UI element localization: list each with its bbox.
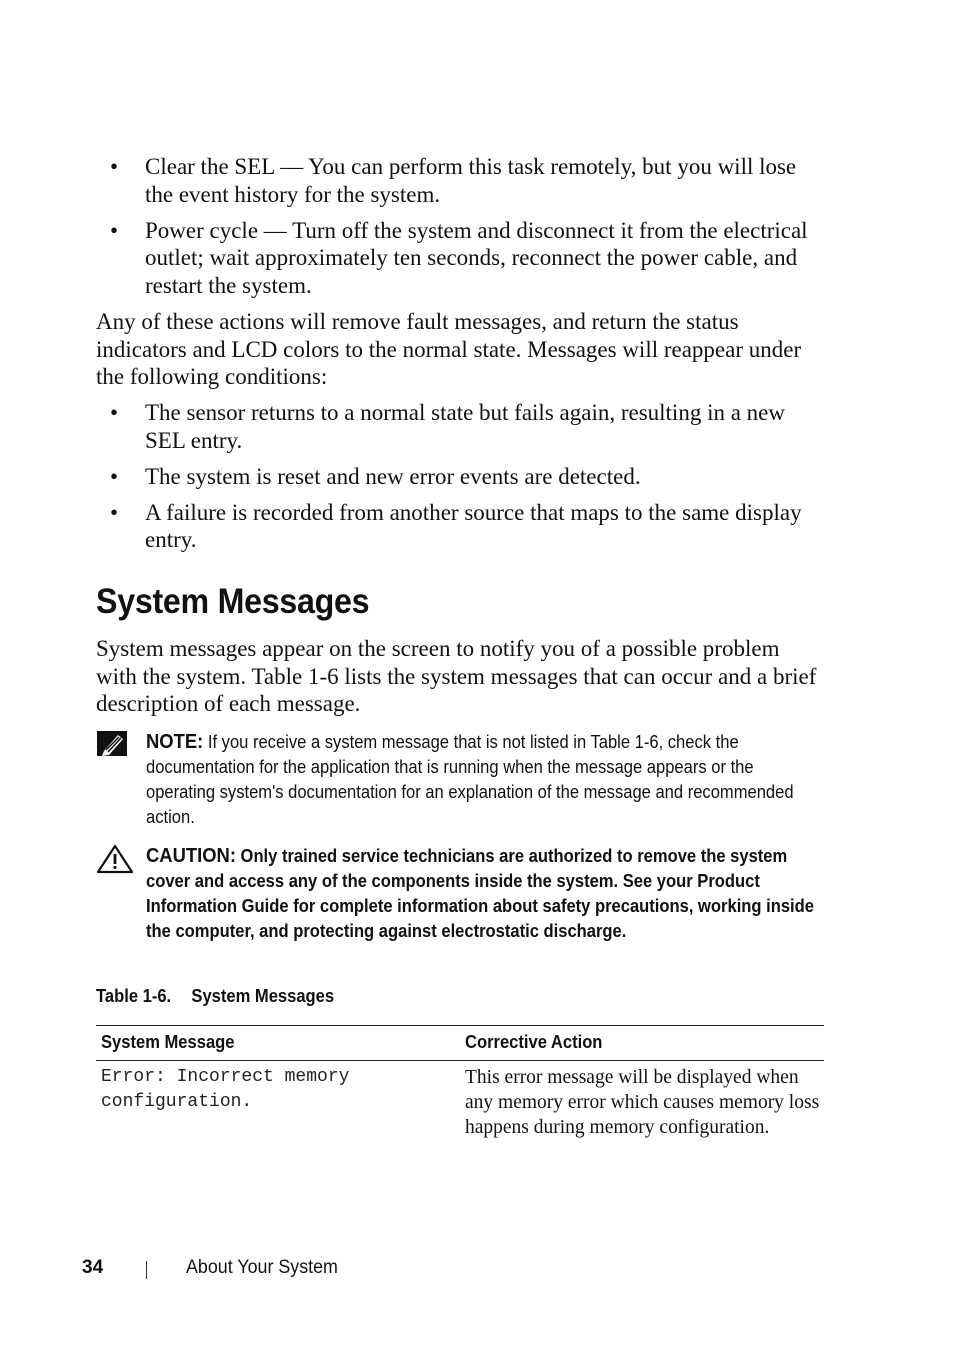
bullet-text: Clear the SEL — You can perform this task remotely, but you will lose the event history for the system. (145, 154, 797, 207)
bullet-text: The system is reset and new error events are detected. (145, 463, 641, 489)
caution-label: CAUTION: (146, 845, 236, 867)
bullet-item-reset (96, 463, 824, 491)
paragraph-system-messages: System messages appear on the screen to notify you of a possible problem with the system. Table 1-6 lists the system messages that can occur and a brief description of each message. (96, 636, 817, 716)
warning-triangle-icon (96, 844, 134, 879)
bullet-glyph: • (110, 400, 119, 425)
header-system-message: System Message (96, 1026, 460, 1061)
table-header-row (96, 1026, 824, 1061)
pencil-note-icon (96, 730, 130, 763)
top-bullet-list (96, 153, 824, 308)
table-number: Table 1-6. (96, 986, 172, 1006)
note-label: NOTE: (146, 731, 204, 753)
action-cell: This error message will be displayed when any memory error which causes memory loss happens during memory configuration. (465, 1067, 820, 1138)
caution-text: Only trained service technicians are authorized to remove the system cover and access any of the components inside the system. See your Product Information Guide for complete information about safety precautions, working inside the computer, and protecting against electrostatic discharge. (146, 846, 814, 941)
table-caption (96, 986, 334, 1007)
caution-content (146, 844, 820, 944)
bullet-text: Power cycle — Turn off the system and disconnect it from the electrical outlet; wait approximately ten seconds, reconnect the power cable, and restart the system. (145, 217, 808, 298)
page-number: 34 (82, 1257, 104, 1278)
bullet-item-sensor (96, 399, 824, 454)
table-title: System Messages (191, 986, 335, 1006)
system-messages-table (96, 1025, 824, 1140)
section-heading: System Messages (96, 582, 370, 621)
bullet-glyph: • (110, 463, 119, 489)
bullet-item-power-cycle (96, 217, 824, 300)
message-cell: Error: Incorrect memory configuration. (101, 1067, 350, 1112)
bullet-glyph: • (110, 217, 119, 243)
footer-divider (146, 1261, 147, 1279)
bullet-text: A failure is recorded from another source that maps to the same display entry. (145, 499, 802, 552)
note-callout (96, 730, 828, 830)
note-content (146, 730, 820, 830)
footer-section-title: About Your System (186, 1257, 338, 1278)
bullet-item-clear-sel (96, 153, 824, 208)
bullet-glyph: • (110, 499, 119, 525)
caution-callout (96, 844, 828, 944)
conditions-bullet-list (96, 399, 824, 562)
bullet-text: The sensor returns to a normal state but fails again, resulting in a new SEL entry. (145, 400, 785, 453)
bullet-glyph: • (110, 154, 119, 179)
table-row (96, 1061, 824, 1141)
paragraph-actions: Any of these actions will remove fault messages, and return the status indicators and LCD colors to the normal state. Messages will reappear under the following conditions: (96, 309, 802, 389)
note-text: If you receive a system message that is not listed in Table 1-6, check the documentation for the application that is running when the message appears or the operating system's documentation for an explanation of the message and recommended action. (146, 732, 794, 827)
header-corrective-action: Corrective Action (460, 1026, 824, 1061)
bullet-item-failure (96, 499, 824, 554)
